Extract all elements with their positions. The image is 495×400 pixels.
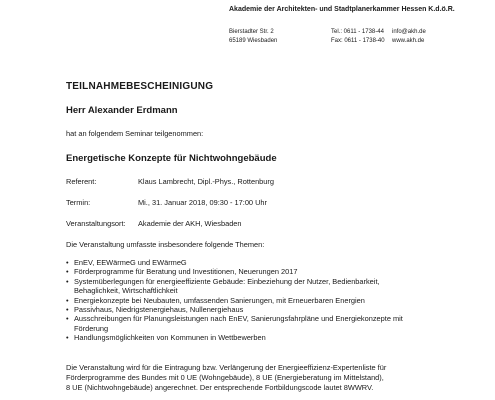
- venue-label: Veranstaltungsort:: [66, 219, 126, 228]
- footer-text: Die Veranstaltung wird für die Eintragung bzw. Verlängerung der Energieeffizienz-Expertenliste für Förderprogramme des Bundes mit 0 UE (Wohngebäude), 8 UE (Energieberatung im Mittelstand), 8 UE (Nichtwohngebäude) angerechnet. Der entsprechende Fortbildungscode lautet 8WWRV.: [66, 363, 387, 392]
- referent-value: Klaus Lambrecht, Dipl.-Phys., Rottenburg: [138, 177, 274, 186]
- list-item: • Ausschreibungen für Planungsleistungen nach EnEV, Sanierungsfahrpläne und Energiekonzepte mit Förderung: [66, 314, 486, 333]
- city: 65189 Wiesbaden: [229, 37, 278, 44]
- contact-block: [331, 28, 385, 45]
- participant-name: Herr Alexander Erdmann: [66, 105, 178, 116]
- list-item: • Passivhaus, Niedrigstenergiehaus, Nullenergiehaus: [66, 305, 486, 314]
- list-item: • Systemüberlegungen für energieeffiziente Gebäude: Einbeziehung der Nutzer, Bedienbarkeit, Behaglichkeit, Wirtschaftlichkeit: [66, 277, 486, 296]
- address-block: [229, 28, 277, 45]
- organization-name: Akademie der Architekten- und Stadtplanerkammer Hessen K.d.ö.R.: [229, 6, 455, 13]
- venue-value: Akademie der AKH, Wiesbaden: [138, 219, 242, 228]
- list-item: • Förderprogramme für Beratung und Investitionen, Neuerungen 2017: [66, 267, 486, 276]
- termin-value: Mi., 31. Januar 2018, 09:30 - 17:00 Uhr: [138, 198, 268, 207]
- email: info@akh.de: [392, 29, 426, 35]
- list-item: • Handlungsmöglichkeiten von Kommunen in Wettbewerben: [66, 333, 486, 342]
- seminar-title: Energetische Konzepte für Nichtwohngebäude: [66, 153, 277, 164]
- phone: Tel.: 0611 - 1738-44: [331, 29, 384, 35]
- fax: Fax: 0611 - 1738-40: [331, 37, 385, 44]
- termin-label: Termin:: [66, 198, 91, 207]
- website: www.akh.de: [392, 37, 425, 44]
- referent-label: Referent:: [66, 177, 97, 186]
- list-item: • EnEV, EEWärmeG und EWärmeG: [66, 258, 486, 267]
- web-block: [392, 28, 426, 45]
- topics-intro: Die Veranstaltung umfasste insbesondere folgende Themen:: [66, 240, 265, 249]
- street: Bierstadter Str. 2: [229, 29, 274, 35]
- list-item: • Energiekonzepte bei Neubauten, umfassenden Sanierungen, mit Erneuerbaren Energien: [66, 296, 486, 305]
- topics-list: [66, 258, 486, 343]
- intro-text: hat an folgendem Seminar teilgenommen:: [66, 129, 204, 138]
- document-title: TEILNAHMEBESCHEINIGUNG: [66, 81, 214, 92]
